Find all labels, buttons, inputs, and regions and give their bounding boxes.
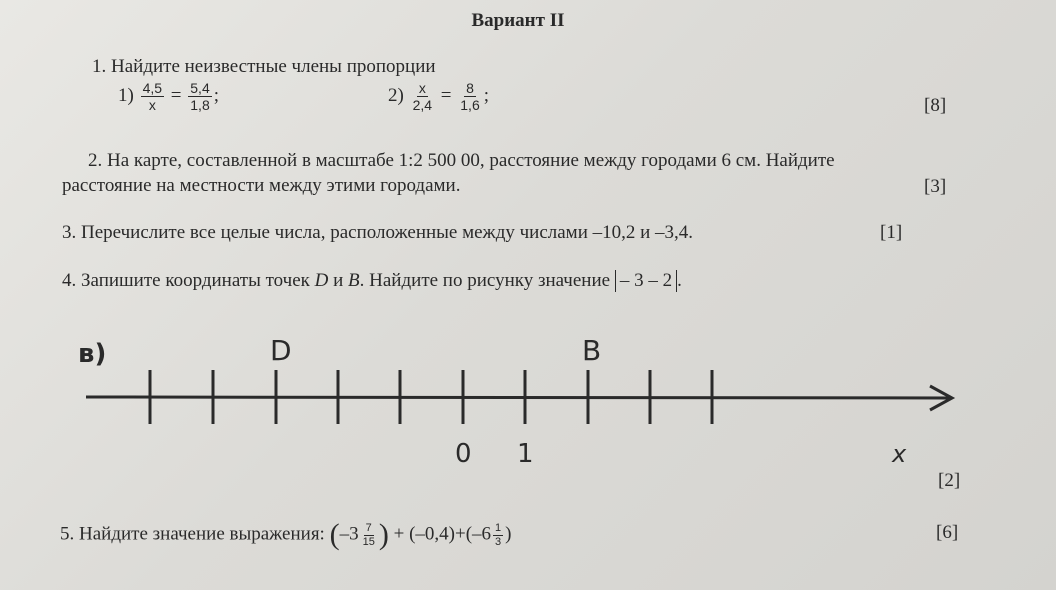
question-3-score: [1] — [880, 222, 903, 243]
label-one: 1 — [517, 439, 534, 469]
fraction-a: $\frac{7}{15}$ — [362, 521, 375, 548]
proportion-1: 1) $\frac{4,5}{x}$ = $\frac{5,4}{1,8}$ ; — [118, 80, 220, 114]
fraction-1a: $\frac{4,5}{x}$ — [142, 80, 163, 114]
question-1-score: [8] — [924, 95, 947, 116]
plus-sign: + — [454, 523, 466, 545]
axis-line — [86, 397, 950, 398]
term-b: (–0,4) — [409, 523, 455, 545]
question-2-line-2: расстояние на местности между этими городами. — [62, 175, 461, 196]
mixed-number-a: –3 — [339, 523, 359, 545]
label-x: x — [892, 440, 907, 468]
plus-sign: + — [393, 523, 405, 545]
absolute-value-expression: – 3 – 2 — [615, 270, 677, 292]
fraction-c: $\frac{1}{3}$ — [495, 521, 502, 548]
proportion-2-label: 2) — [388, 84, 404, 106]
term-c-open: (–6 — [465, 523, 492, 545]
number-line-figure — [0, 320, 1056, 500]
question-5: 5. Найдите значение выражения: (–3 $\frac{7}{15}$ ) + (–0,4)+(–6 $\frac{1}{3}$ ) — [60, 518, 512, 551]
equals-sign: = — [440, 84, 452, 106]
fraction-1b: $\frac{5,4}{1,8}$ — [190, 80, 210, 114]
label-b: B — [582, 334, 602, 367]
question-4-score: [2] — [938, 470, 961, 491]
fraction-2a: $\frac{x}{2,4}$ — [412, 80, 433, 114]
term-c-close: ) — [505, 523, 512, 545]
question-5-score: [6] — [936, 522, 959, 543]
question-2-line-1: 2. На карте, составленной в масштабе 1:2 500 00, расстояние между городами 6 см. Найдите — [88, 150, 835, 171]
page-title: Вариант II — [471, 10, 565, 31]
label-d: D — [270, 334, 292, 367]
question-1-text: 1. Найдите неизвестные члены пропорции — [92, 56, 436, 77]
question-5-text: 5. Найдите значение выражения: — [60, 523, 325, 545]
equals-sign: = — [170, 84, 182, 106]
label-v: в) — [78, 339, 107, 369]
proportion-1-label: 1) — [118, 84, 134, 106]
point-b-ref: B — [348, 270, 360, 291]
point-d-ref: D — [314, 270, 329, 291]
proportion-2: 2) $\frac{x}{2,4}$ = $\frac{8}{1,6}$ ; — [388, 80, 490, 114]
fraction-2b: $\frac{8}{1,6}$ — [460, 80, 480, 114]
question-2-score: [3] — [924, 176, 947, 197]
label-zero: 0 — [455, 439, 472, 469]
question-3-text: 3. Перечислите все целые числа, расположенные между числами –10,2 и –3,4. — [62, 222, 694, 243]
question-4-text: 4. Запишите координаты точек D и B. Найдите по рисунку значение – 3 – 2 . — [62, 270, 682, 291]
